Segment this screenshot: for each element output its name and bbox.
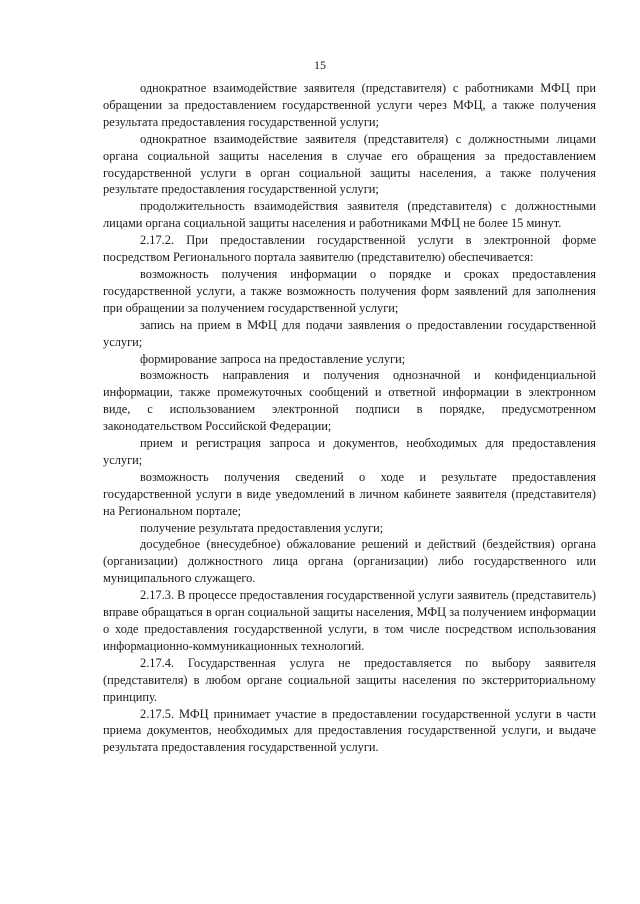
page-number: 15	[314, 58, 326, 72]
paragraph: 2.17.3. В процессе предоставления государственной услуги заявитель (представитель) вправе обращаться в орган социальной защиты населения, МФЦ за получением информации о ходе предоставления государственной услуги, в том числе посредством использования информационно-коммуникационных технологий.	[103, 588, 596, 653]
paragraph: однократное взаимодействие заявителя (представителя) с работниками МФЦ при обращении за предоставлением государственной услуги через МФЦ, а также получения результата предоставления государственной услуги;	[103, 81, 596, 129]
paragraph: продолжительность взаимодействия заявителя (представителя) с должностными лицами органа социальной защиты населения и работниками МФЦ не более 15 минут.	[103, 199, 596, 231]
paragraph: 2.17.2. При предоставлении государственной услуги в электронной форме посредством Регионального портала заявителю (представителю) обеспечивается:	[103, 233, 596, 265]
paragraph: формирование запроса на предоставление услуги;	[140, 351, 406, 366]
document-body	[103, 80, 596, 756]
paragraph: досудебное (внесудебное) обжалование решений и действий (бездействия) органа (организации) должностного лица органа (организации) либо государственного или муниципального служащего.	[103, 537, 596, 586]
paragraph: запись на прием в МФЦ для подачи заявления о предоставлении государственной услуги;	[103, 317, 596, 349]
paragraph: 2.17.4. Государственная услуга не предоставляется по выбору заявителя (представителя) в любом органе социальной защиты населения по экстерриториальному принципу.	[103, 655, 596, 704]
paragraph: получение результата предоставления услуги;	[140, 520, 384, 535]
paragraph: прием и регистрация запроса и документов, необходимых для предоставления услуги;	[103, 436, 596, 467]
paragraph: возможность направления и получения однозначной и конфиденциальной информации, также промежуточных сообщений и ответной информации в электронном виде, с использованием электронной подписи в порядке, предусмотренном законодательством Российской Федерации;	[103, 368, 596, 434]
paragraph: возможность получения сведений о ходе и результате предоставления государственной услуги в виде уведомлений в личном кабинете заявителя (представителя) на Региональном портале;	[103, 469, 596, 518]
paragraph: возможность получения информации о порядке и сроках предоставления государственной услуги, а также возможность получения форм заявлений для заполнения при обращении за получением государственной услуги;	[103, 266, 596, 315]
paragraph: однократное взаимодействие заявителя (представителя) с должностными лицами органа социальной защиты населения в случае его обращения за предоставлением государственной услуги в орган социальной защиты населения, а также получения результате предоставления государственной услуги;	[103, 131, 596, 197]
paragraph: 2.17.5. МФЦ принимает участие в предоставлении государственной услуги в части приема документов, необходимых для предоставления государственной услуги, и выдаче результата предоставления государственной услуги.	[103, 706, 596, 755]
